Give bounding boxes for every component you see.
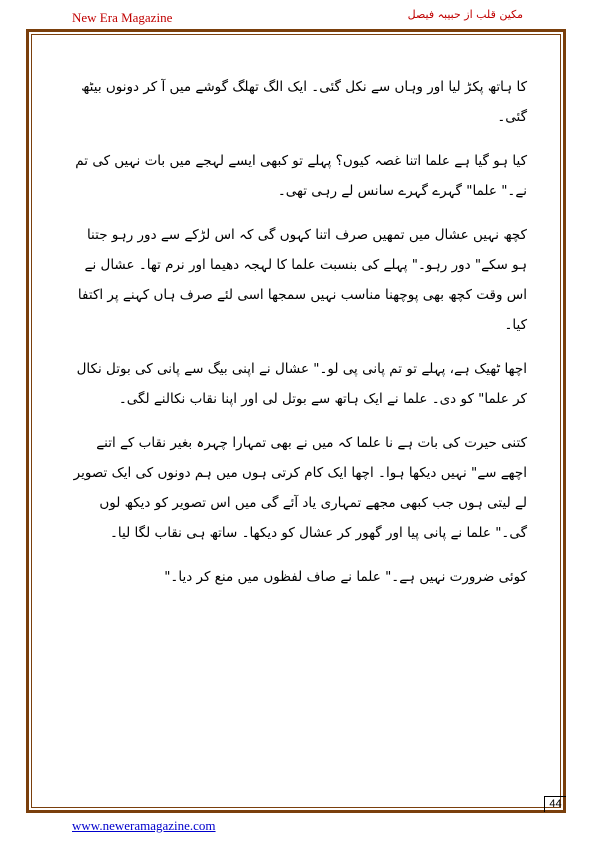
paragraph-1: کا ہاتھ پکڑ لیا اور وہاں سے نکل گئی۔ ایک الگ تھلگ گوشے میں آ کر دونوں بیٹھ گئی۔ bbox=[81, 79, 527, 125]
paragraph-3: کچھ نہیں عشال میں تمھیں صرف اتنا کہوں گی کہ اس لڑکے سے دور رہو جتنا ہو سکے" دور رہو۔" پہلے کی بنسبت علما کا لہجہ دھیما اور نرم تھا۔ عشال نے اس وقت کچھ بھی پوچھنا مناسب نہیں سمجھا اسی لئے صرف ہاں کہنے پر اکتفا کیا۔ bbox=[77, 227, 527, 333]
paragraph-2: کیا ہو گیا ہے علما اتنا غصہ کیوں؟ پہلے تو کبھی ایسے لہجے میں بات نہیں کی تم نے۔" علما" گہرے گہرے سانس لے رہی تھی۔ bbox=[75, 153, 527, 199]
story-title: مکین قلب از حبیبہ فیصل bbox=[407, 8, 523, 21]
paragraph-4: اچھا ٹھیک ہے، پہلے تو تم پانی پی لو۔" عشال نے اپنی بیگ سے پانی کی بوتل نکال کر علما" کو دی۔ علما نے ایک ہاتھ سے بوتل لی اور اپنا نقاب نکالنے لگی۔ bbox=[76, 361, 527, 407]
paragraph-6: کوئی ضرورت نہیں ہے۔" علما نے صاف لفظوں میں منع کر دیا۔" bbox=[164, 569, 527, 585]
article-body bbox=[70, 72, 527, 606]
website-link[interactable]: www.neweramagazine.com bbox=[72, 818, 216, 833]
magazine-name: New Era Magazine bbox=[72, 10, 173, 25]
page-number: 44 bbox=[544, 796, 566, 812]
paragraph-5: کتنی حیرت کی بات ہے نا علما کہ میں نے بھی تمہارا چہرہ بغیر نقاب کے اتنے اچھے سے" نہیں دیکھا ہوا۔ اچھا ایک کام کرتی ہوں میں ہم دونوں کی ایک تصویر لے لیتی ہوں جب کبھی مجھے تمہاری یاد آئے گی میں اس تصویر کو دیکھ لوں گی۔" علما نے پانی پیا اور گھور کر عشال کو دیکھا۔ ساتھ ہی نقاب لگا لیا۔ bbox=[73, 435, 527, 541]
